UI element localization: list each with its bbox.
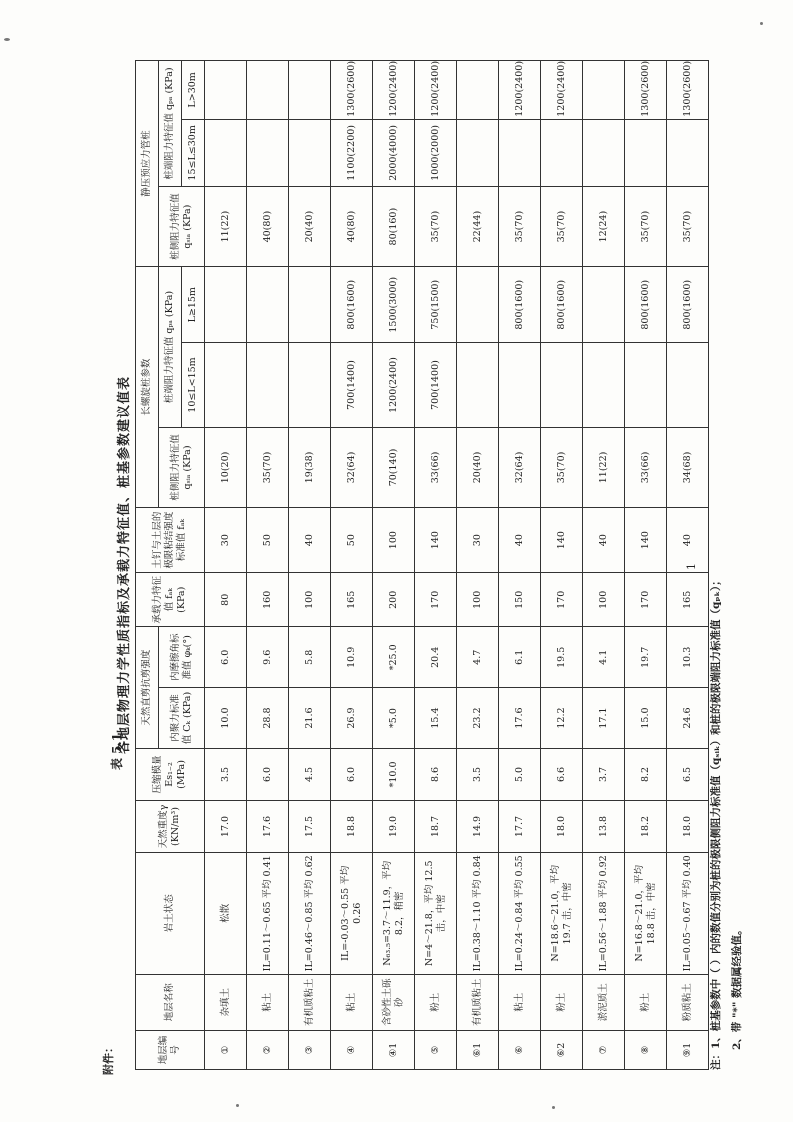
cell-sp2: 1200(2400) (373, 61, 415, 120)
cell-no: ⑦ (583, 1030, 625, 1069)
cell-es: 6.5 (667, 748, 709, 800)
cell-state: IL=0.56～1.88 平均 0.92 (583, 853, 625, 975)
cell-sp2: 1300(2600) (625, 61, 667, 120)
cell-sqsia: 35(70) (541, 186, 583, 266)
cell-state: IL=-0.03～0.55 平均 0.26 (331, 853, 373, 975)
cell-qsia: 32(64) (331, 427, 373, 507)
cell-bp2: 800(1600) (625, 267, 667, 343)
table-row (583, 61, 625, 1070)
cell-no: ② (247, 1030, 289, 1069)
cell-c: 28.8 (247, 688, 289, 749)
cell-name: 粘土 (247, 974, 289, 1030)
cell-density: 18.0 (667, 800, 709, 852)
cell-qsia: 32(64) (499, 427, 541, 507)
cell-c: 23.2 (457, 688, 499, 749)
cell-anchor: 100 (373, 508, 415, 573)
cell-sp2 (247, 61, 289, 120)
cell-qsia: 33(66) (625, 427, 667, 507)
cell-name: 有机质粘土 (289, 974, 331, 1030)
cell-anchor: 30 (457, 508, 499, 573)
cell-sqsia: 12(24) (583, 186, 625, 266)
cell-sqsia: 35(70) (625, 186, 667, 266)
cell-phi: 19.7 (625, 627, 667, 688)
cell-bp1 (205, 343, 247, 428)
cell-density: 19.0 (373, 800, 415, 852)
cell-bp2 (457, 267, 499, 343)
cell-name: 有机质粘土 (457, 974, 499, 1030)
cell-fak: 100 (457, 573, 499, 627)
cell-name: 粉土 (625, 974, 667, 1030)
cell-sp1 (625, 119, 667, 186)
cell-sp1 (289, 119, 331, 186)
cell-bp1: 700(1400) (415, 343, 457, 428)
cell-bp2: 800(1600) (499, 267, 541, 343)
cell-sp2 (457, 61, 499, 120)
header-shear-group: 天然直剪抗剪强度 (136, 627, 159, 749)
cell-no: ④1 (373, 1030, 415, 1069)
table-body (205, 61, 709, 1070)
cell-state: 松散 (205, 853, 247, 975)
cell-no: ⑨1 (667, 1030, 709, 1069)
cell-density: 17.7 (499, 800, 541, 852)
cell-fak: 170 (541, 573, 583, 627)
cell-bp2 (205, 267, 247, 343)
cell-es: 6.0 (247, 748, 289, 800)
cell-no: ① (205, 1030, 247, 1069)
cell-c: 15.4 (415, 688, 457, 749)
cell-anchor: 50 (247, 508, 289, 573)
rotated-page-content (93, 60, 783, 1070)
cell-bp2: 1500(3000) (373, 267, 415, 343)
cell-sqsia: 35(70) (667, 186, 709, 266)
cell-phi: 9.6 (247, 627, 289, 688)
header-density: 天然重度γ (KN/m³) (136, 800, 205, 852)
cell-sp2 (289, 61, 331, 120)
scan-speck (552, 1106, 555, 1109)
cell-qsia: 19(38) (289, 427, 331, 507)
cell-c: 26.9 (331, 688, 373, 749)
cell-state: IL=0.46～0.85 平均 0.62 (289, 853, 331, 975)
cell-state: IL=0.38～1.10 平均 0.84 (457, 853, 499, 975)
cell-fak: 160 (247, 573, 289, 627)
table-row (205, 61, 247, 1070)
cell-sqsia: 40(80) (247, 186, 289, 266)
cell-density: 18.2 (625, 800, 667, 852)
table-row (625, 61, 667, 1070)
cell-fak: 100 (583, 573, 625, 627)
cell-qsia: 70(140) (373, 427, 415, 507)
cell-bp1 (625, 343, 667, 428)
note-1: 注：1、桩基参数中（ ）内的数值分别为桩的极限侧阻力标准值（qₛᵢₖ）和桩的极限端阻力标准值（qₚₖ）； (710, 575, 722, 1070)
cell-sp1: 1000(2000) (415, 119, 457, 186)
cell-density: 14.9 (457, 800, 499, 852)
cell-bp1: 700(1400) (331, 343, 373, 428)
cell-anchor: 40 (289, 508, 331, 573)
cell-anchor: 50 (331, 508, 373, 573)
cell-es: 6.0 (331, 748, 373, 800)
cell-anchor: 40 (583, 508, 625, 573)
cell-no: ③ (289, 1030, 331, 1069)
cell-density: 17.6 (247, 800, 289, 852)
cell-density: 18.7 (415, 800, 457, 852)
cell-fak: 80 (205, 573, 247, 627)
cell-phi: 4.7 (457, 627, 499, 688)
cell-name: 粉质粘土 (667, 974, 709, 1030)
cell-density: 17.0 (205, 800, 247, 852)
cell-phi: *25.0 (373, 627, 415, 688)
cell-name: 粉土 (541, 974, 583, 1030)
cell-sp1: 1100(2200) (331, 119, 373, 186)
cell-fak: 165 (331, 573, 373, 627)
cell-qsia: 35(70) (247, 427, 289, 507)
cell-qsia: 34(68) (667, 427, 709, 507)
table-row (289, 61, 331, 1070)
cell-c: 10.0 (205, 688, 247, 749)
cell-bp1 (457, 343, 499, 428)
cell-phi: 10.9 (331, 627, 373, 688)
cell-sp2: 1200(2400) (499, 61, 541, 120)
cell-anchor: 30 (205, 508, 247, 573)
header-static-end: 桩端阻力特征值 qₚₐ (KPa) (159, 61, 182, 187)
cell-phi: 5.8 (289, 627, 331, 688)
cell-sqsia: 20(40) (289, 186, 331, 266)
header-es: 压缩模量 Es₁₋₂ (MPa) (136, 748, 205, 800)
cell-phi: 20.4 (415, 627, 457, 688)
cell-qsia: 35(70) (541, 427, 583, 507)
cell-sp2: 1300(2600) (667, 61, 709, 120)
cell-qsia: 10(20) (205, 427, 247, 507)
cell-fak: 100 (289, 573, 331, 627)
cell-density: 18.8 (331, 800, 373, 852)
table-row (331, 61, 373, 1070)
cell-bp1 (499, 343, 541, 428)
cell-fak: 200 (373, 573, 415, 627)
document-title: 各地层物理力学性质指标及承载力特征值、桩基参数建议值表 (117, 376, 132, 755)
cell-name: 粉土 (415, 974, 457, 1030)
cell-sp1 (499, 119, 541, 186)
cell-density: 13.8 (583, 800, 625, 852)
cell-anchor: 140 (541, 508, 583, 573)
cell-name: 含砂性土砾砂 (373, 974, 415, 1030)
cell-c: *5.0 (373, 688, 415, 749)
header-bored-end: 桩端阻力特征值 qₚₐ (KPa) (159, 267, 182, 428)
cell-c: 17.6 (499, 688, 541, 749)
cell-es: 8.6 (415, 748, 457, 800)
cell-bp2: 800(1600) (331, 267, 373, 343)
cell-qsia: 11(22) (583, 427, 625, 507)
cell-c: 15.0 (625, 688, 667, 749)
table-row (499, 61, 541, 1070)
cell-bp2 (289, 267, 331, 343)
cell-sqsia: 11(22) (205, 186, 247, 266)
cell-state: IL=0.05～0.67 平均 0.40 (667, 853, 709, 975)
cell-c: 24.6 (667, 688, 709, 749)
cell-no: ⑥1 (457, 1030, 499, 1069)
cell-bp2: 800(1600) (667, 267, 709, 343)
header-bearing: 承载力特征值 fₐₖ (KPa) (136, 573, 205, 627)
cell-es: 3.5 (205, 748, 247, 800)
cell-c: 21.6 (289, 688, 331, 749)
cell-anchor: 140 (625, 508, 667, 573)
cell-sp2 (205, 61, 247, 120)
cell-bp2: 800(1600) (541, 267, 583, 343)
scan-speck (4, 38, 10, 41)
cell-bp1 (583, 343, 625, 428)
cell-fak: 170 (415, 573, 457, 627)
cell-sp1 (457, 119, 499, 186)
table-row (457, 61, 499, 1070)
cell-c: 17.1 (583, 688, 625, 749)
cell-no: ⑧ (625, 1030, 667, 1069)
cell-sp1 (583, 119, 625, 186)
cell-anchor: 40 (499, 508, 541, 573)
cell-phi: 4.1 (583, 627, 625, 688)
cell-bp1: 1200(2400) (373, 343, 415, 428)
cell-name: 淤泥质土 (583, 974, 625, 1030)
cell-bp2 (583, 267, 625, 343)
cell-sp2: 1300(2600) (331, 61, 373, 120)
cell-fak: 170 (625, 573, 667, 627)
header-bored-group: 长螺旋桩参数 (136, 267, 159, 508)
scan-speck (236, 1104, 239, 1107)
cell-state: N=18.6～21.0，平均 19.7 击，中密 (541, 853, 583, 975)
header-layer-no: 地层编号 (136, 1030, 205, 1069)
cell-phi: 19.5 (541, 627, 583, 688)
cell-bp1 (289, 343, 331, 428)
cell-sp1: 2000(4000) (373, 119, 415, 186)
cell-sp2: 1200(2400) (541, 61, 583, 120)
cell-bp1 (541, 343, 583, 428)
cell-qsia: 20(40) (457, 427, 499, 507)
cell-anchor: 140 (415, 508, 457, 573)
header-state: 岩土状态 (136, 853, 205, 975)
cell-es: 3.7 (583, 748, 625, 800)
cell-state: N=4～21.8，平均 12.5 击，中密 (415, 853, 457, 975)
header-len-1: 10≤L<15m (182, 343, 205, 428)
cell-bp1 (667, 343, 709, 428)
cell-c: 12.2 (541, 688, 583, 749)
cell-density: 17.5 (289, 800, 331, 852)
cell-state: IL=0.11～0.65 平均 0.41 (247, 853, 289, 975)
cell-bp2: 750(1500) (415, 267, 457, 343)
cell-sqsia: 22(44) (457, 186, 499, 266)
header-cohesion: 内聚力标准值 Cₖ (KPa) (159, 688, 205, 749)
cell-bp1 (247, 343, 289, 428)
cell-fak: 150 (499, 573, 541, 627)
header-len-2: L≥15m (182, 267, 205, 343)
cell-state: N=16.8～21.0，平均 18.8 击，中密 (625, 853, 667, 975)
cell-es: 5.0 (499, 748, 541, 800)
cell-sp1 (247, 119, 289, 186)
header-bored-side: 桩侧阻力特征值 qₛᵢₐ (KPa) (159, 427, 205, 507)
page-mark: 1 (685, 563, 698, 570)
header-len-4: L>30m (182, 61, 205, 120)
cell-no: ⑥2 (541, 1030, 583, 1069)
cell-es: 3.5 (457, 748, 499, 800)
header-static-side: 桩侧阻力特征值 qₛᵢₐ (KPa) (159, 186, 205, 266)
cell-anchor: 40 (667, 508, 709, 573)
cell-sp1 (205, 119, 247, 186)
table-row (415, 61, 457, 1070)
cell-name: 粘土 (499, 974, 541, 1030)
cell-phi: 10.3 (667, 627, 709, 688)
cell-es: *10.0 (373, 748, 415, 800)
header-len-3: 15≤L≤30m (182, 119, 205, 186)
cell-fak: 165 (667, 573, 709, 627)
cell-name: 粘土 (331, 974, 373, 1030)
cell-no: ⑥ (499, 1030, 541, 1069)
header-friction: 内摩擦角标准值 φₖ(°) (159, 627, 205, 688)
header-static-group: 静压预应力管桩 (136, 61, 159, 267)
cell-no: ④ (331, 1030, 373, 1069)
cell-sqsia: 40(80) (331, 186, 373, 266)
cell-sp2: 1200(2400) (415, 61, 457, 120)
cell-qsia: 33(66) (415, 427, 457, 507)
cell-sp1 (541, 119, 583, 186)
cell-es: 4.5 (289, 748, 331, 800)
cell-sp1 (667, 119, 709, 186)
header-anchor: 土钉与土层的极限粘结强度标准值 fₐₖ (136, 508, 205, 573)
header-layer-name: 地层名称 (136, 974, 205, 1030)
cell-sqsia: 35(70) (499, 186, 541, 266)
cell-sqsia: 80(160) (373, 186, 415, 266)
cell-es: 6.6 (541, 748, 583, 800)
cell-phi: 6.1 (499, 627, 541, 688)
cell-density: 18.0 (541, 800, 583, 852)
scan-speck (760, 22, 763, 25)
cell-es: 8.2 (625, 748, 667, 800)
cell-sp2 (583, 61, 625, 120)
cell-state: IL=0.24～0.84 平均 0.55 (499, 853, 541, 975)
cell-bp2 (247, 267, 289, 343)
table-number: 表 5.1 (110, 732, 124, 770)
table-row (541, 61, 583, 1070)
attachment-label: 附件： (102, 1042, 115, 1075)
table-row (373, 61, 415, 1070)
cell-state: N₆₃.₅=3.7～11.9，平均 8.2，稍密 (373, 853, 415, 975)
cell-name: 杂填土 (205, 974, 247, 1030)
table-row (247, 61, 289, 1070)
note-2: 2、带 "*" 数据属经验值。 (731, 924, 743, 1050)
cell-phi: 6.0 (205, 627, 247, 688)
soil-parameter-table (135, 60, 709, 1070)
cell-no: ⑤ (415, 1030, 457, 1069)
cell-sqsia: 35(70) (415, 186, 457, 266)
